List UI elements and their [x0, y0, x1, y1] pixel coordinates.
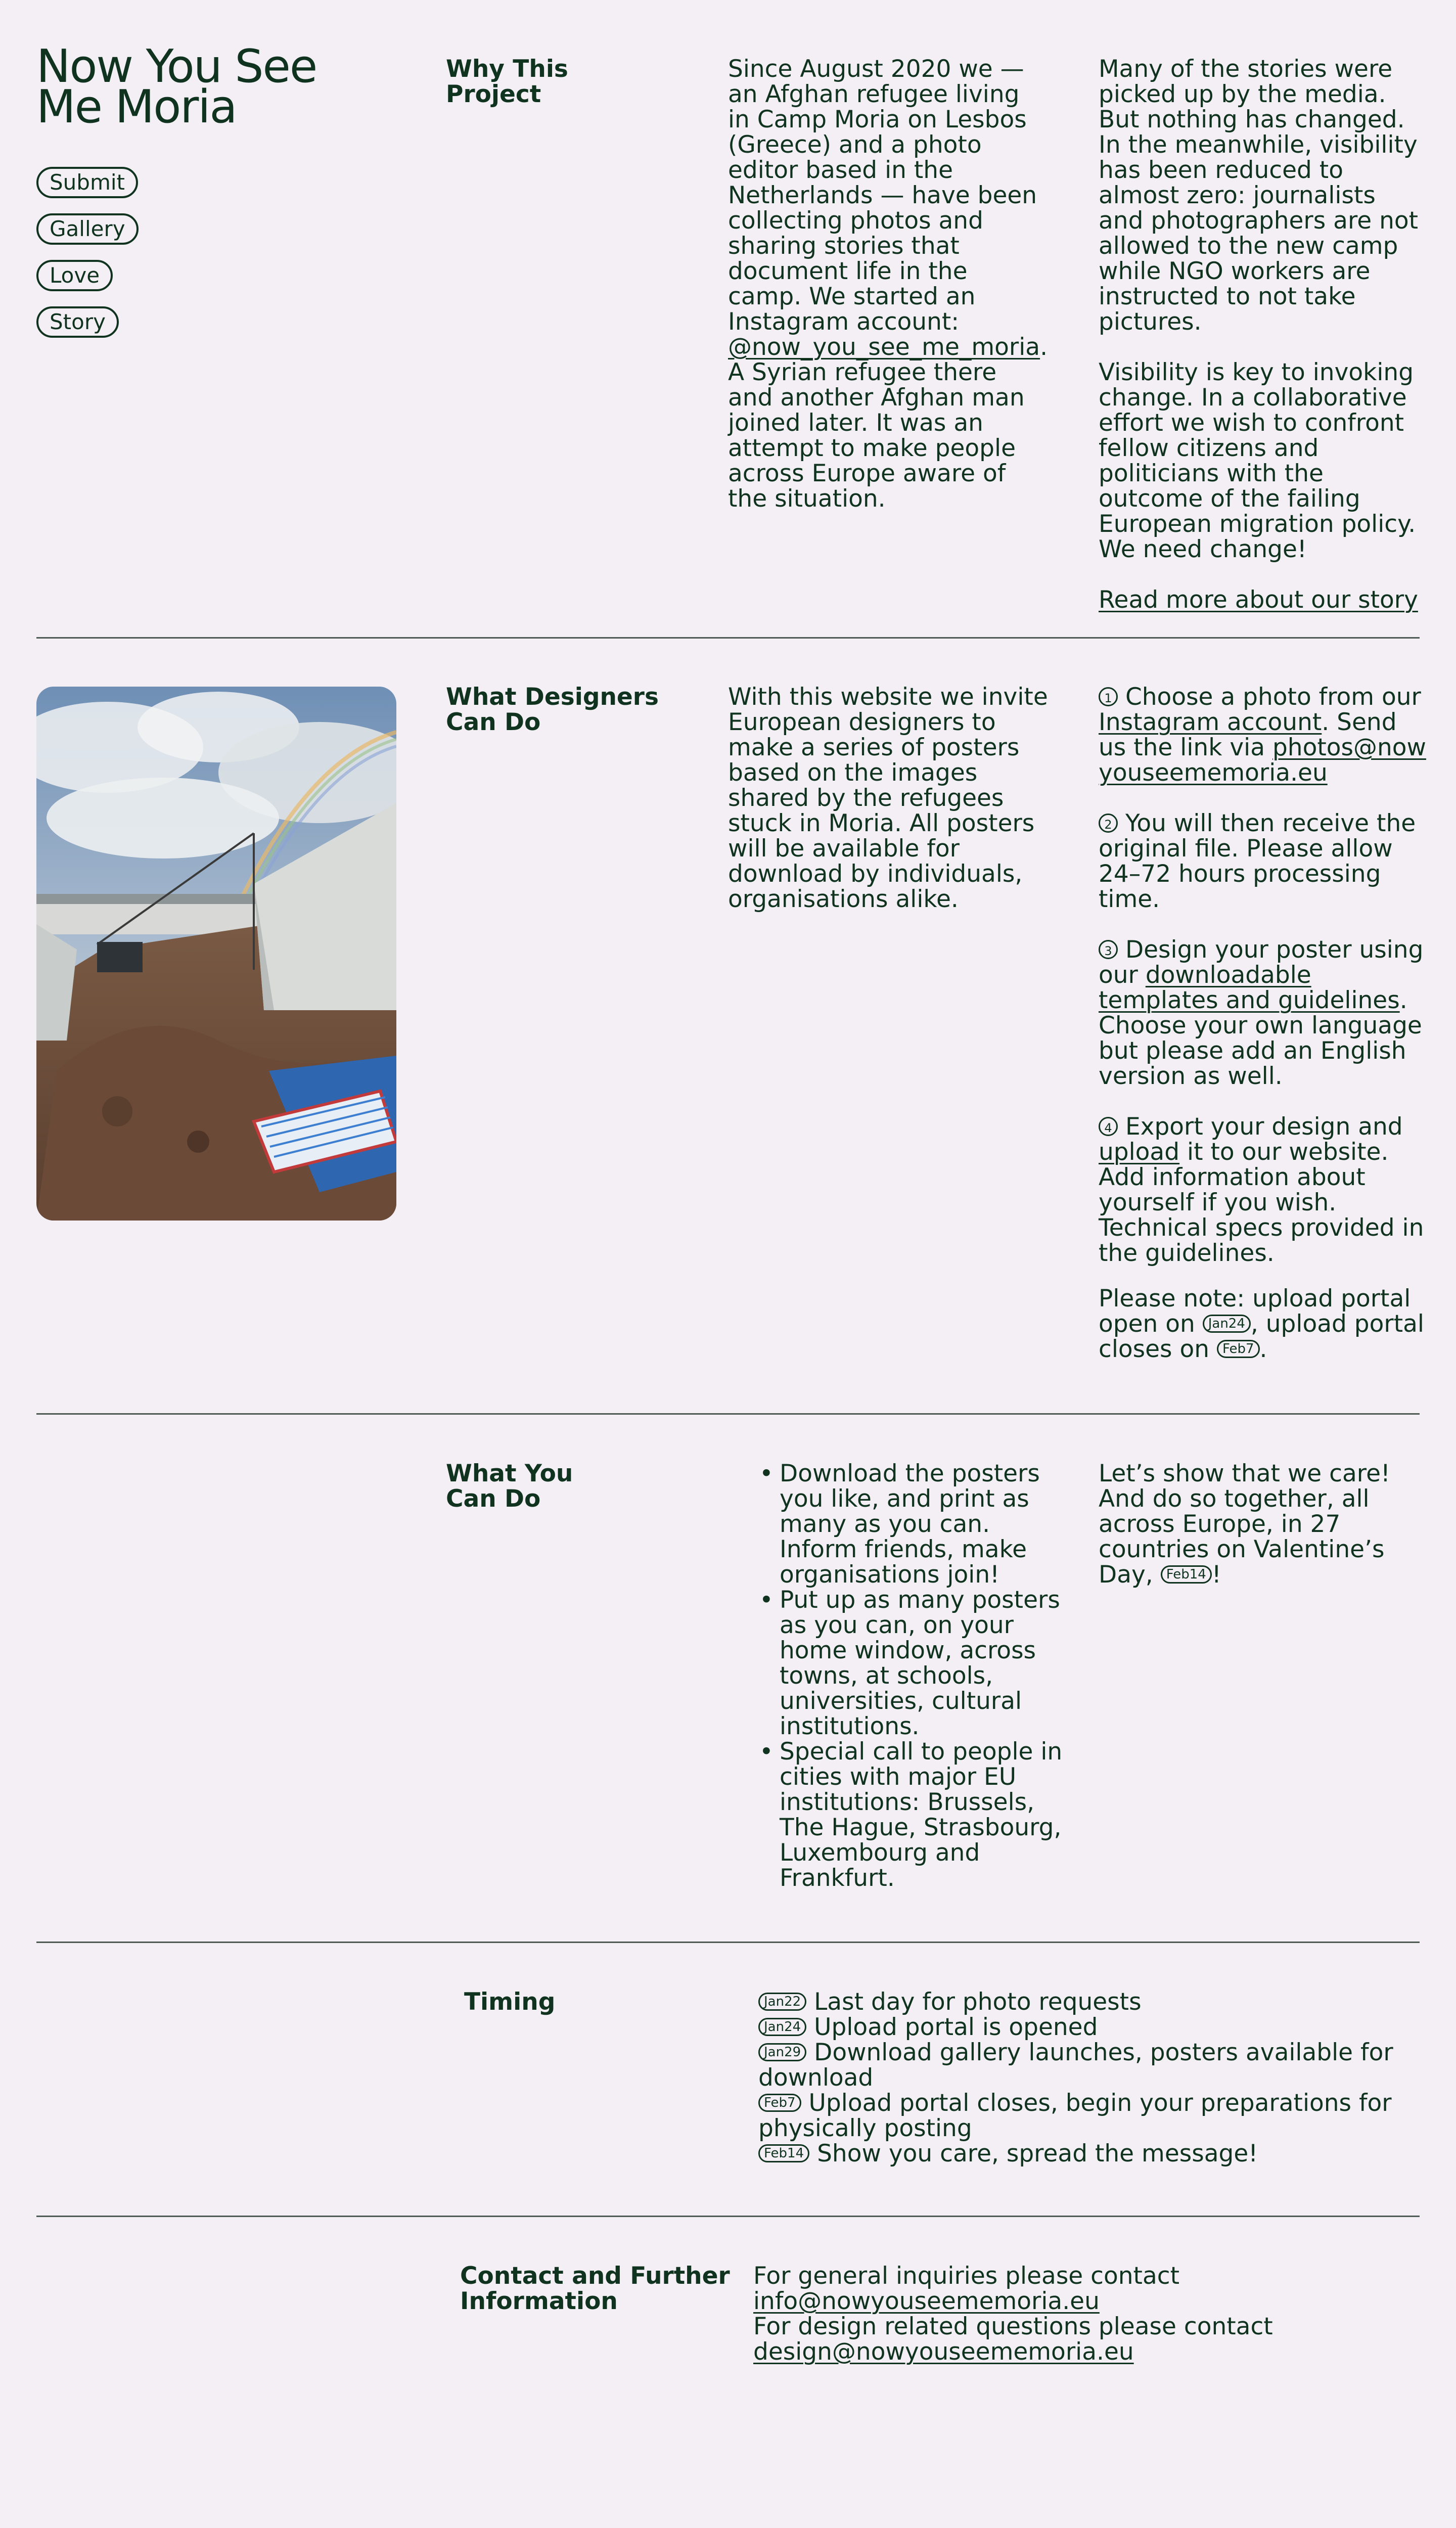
- timing-text: Show you care, spread the message!: [817, 2140, 1258, 2168]
- step-4-number: 4: [1099, 1117, 1118, 1136]
- why-heading: [446, 57, 568, 107]
- note-text: Please note: upload portal open on: [1099, 1285, 1411, 1338]
- why-column-2: [1099, 57, 1427, 638]
- note-text-2: , upload portal closes on: [1099, 1310, 1424, 1363]
- step-1-text: Choose a photo from our: [1125, 683, 1421, 711]
- step-3-number: 3: [1099, 940, 1118, 959]
- photos-email-link[interactable]: photos@nowyouseememoria.eu: [1099, 734, 1426, 787]
- why-column-1: [728, 57, 1046, 512]
- timing-text: Upload portal is opened: [814, 2013, 1098, 2041]
- you-right-text: [1099, 1461, 1427, 1588]
- date-badge-feb14: Feb14: [1161, 1565, 1212, 1584]
- timing-item: [758, 2141, 1416, 2166]
- section-divider: [36, 2216, 1420, 2217]
- step-1-number: 1: [1099, 687, 1118, 706]
- list-item: • Put up as many posters as you can, on your home window, across towns, at schools, universities, cultural institutions.: [780, 1588, 1067, 1739]
- contact-design-text: For design related questions please contact: [753, 2313, 1273, 2340]
- site-title-line1: Now You See: [36, 40, 317, 93]
- timing-heading: Timing: [464, 1988, 556, 2016]
- section-divider: [36, 1413, 1420, 1415]
- list-item: • Download the posters you like, and print as many as you can. Inform friends, make organisations join!: [780, 1461, 1067, 1588]
- step-2-number: 2: [1099, 814, 1118, 833]
- timing-item: [758, 1990, 1416, 2015]
- designers-steps: [1099, 685, 1427, 1291]
- timing-text: Upload portal closes, begin your preparations for physically posting: [758, 2089, 1392, 2142]
- timing-list: [758, 1990, 1416, 2166]
- step-4-text: Export your design and: [1125, 1113, 1403, 1141]
- date-badge-jan24: Jan24: [1203, 1315, 1251, 1333]
- contact-general-text: For general inquiries please contact: [753, 2262, 1180, 2290]
- timing-date-badge: Jan29: [758, 2043, 806, 2061]
- contact-heading-line1: Contact and Further: [460, 2262, 730, 2290]
- site-title[interactable]: [36, 40, 317, 133]
- read-more-story-link[interactable]: Read more about our story: [1099, 586, 1418, 614]
- step-2: [1099, 811, 1427, 912]
- instagram-handle-link[interactable]: @now_you_see_me_moria: [728, 333, 1040, 361]
- designers-intro: With this website we invite European designers to make a series of posters based on the images shared by the refugees stuck in Moria. All posters will be available for download by individuals, organisations alike.: [728, 683, 1048, 913]
- designers-heading: [446, 685, 659, 735]
- timing-text: Last day for photo requests: [814, 1988, 1142, 2016]
- timing-text: Download gallery launches, posters available for download: [758, 2039, 1393, 2092]
- nav-love-button[interactable]: Love: [36, 260, 113, 291]
- camp-photo-illustration: [36, 687, 396, 1221]
- you-heading-line2: Can Do: [446, 1485, 541, 1513]
- contact-info: [753, 2264, 1410, 2365]
- step-3: [1099, 937, 1427, 1089]
- contact-heading: [460, 2264, 730, 2314]
- step-4: [1099, 1114, 1427, 1266]
- note-text-3: .: [1259, 1335, 1267, 1363]
- timing-date-badge: Jan24: [758, 2018, 806, 2036]
- templates-guidelines-link[interactable]: downloadable templates and guidelines: [1099, 961, 1400, 1014]
- step-1-text-2: . Send us the link via: [1099, 708, 1397, 761]
- designers-heading-line2: Can Do: [446, 708, 541, 736]
- why-text: Since August 2020 we — an Afghan refugee living in Camp Moria on Lesbos (Greece) and a photo editor based in the Netherlands — have been collecting photos and sharing stories that document life in the camp. We started an Instagram account:: [728, 55, 1037, 336]
- nav-submit-button[interactable]: Submit: [36, 167, 138, 198]
- nav-gallery-button[interactable]: Gallery: [36, 213, 139, 245]
- timing-date-badge: Jan22: [758, 1993, 806, 2011]
- upload-link[interactable]: upload: [1099, 1138, 1180, 1166]
- you-right-text-1: Let’s show that we care! And do so together, all across Europe, in 27 countries on Valentine’s Day,: [1099, 1460, 1390, 1589]
- timing-item: [758, 2091, 1416, 2141]
- step-4-text-2: it to our website. Add information about yourself if you wish. Technical specs provided in the guidelines.: [1099, 1138, 1424, 1267]
- section-divider: [36, 637, 1420, 639]
- date-badge-feb7: Feb7: [1217, 1340, 1260, 1358]
- moria-camp-photo: [36, 687, 396, 1221]
- timing-date-badge: Feb7: [758, 2094, 801, 2112]
- site-title-line2: Me Moria: [36, 80, 237, 133]
- you-heading-line1: What You: [446, 1460, 573, 1487]
- timing-item: [758, 2040, 1416, 2091]
- design-email-link[interactable]: design@nowyouseememoria.eu: [753, 2338, 1134, 2366]
- section-divider: [36, 1942, 1420, 1943]
- step-3-text: Design your poster using our: [1099, 936, 1424, 989]
- why-text-2: . A Syrian refugee there and another Afghan man joined later. It was an attempt to make people across Europe aware of the situation.: [728, 333, 1048, 513]
- why-paragraph-1: Many of the stories were picked up by the media. But nothing has changed. In the meanwhile, visibility has been reduced to almost zero: journalists and photographers are not allowed to the new camp while NGO workers are instructed to not take pictures.: [1099, 55, 1419, 336]
- step-1: [1099, 685, 1427, 786]
- list-item: • Special call to people in cities with major EU institutions: Brussels, The Hague, Strasbourg, Luxembourg and Frankfurt.: [780, 1739, 1067, 1891]
- timing-date-badge: Feb14: [758, 2144, 809, 2162]
- designers-heading-line1: What Designers: [446, 683, 659, 711]
- step-2-text: You will then receive the original file. Please allow 24–72 hours processing time.: [1099, 809, 1416, 913]
- you-right-text-2: !: [1211, 1561, 1221, 1589]
- you-heading: [446, 1461, 573, 1512]
- nav-story-button[interactable]: Story: [36, 306, 119, 338]
- upload-note: [1099, 1286, 1427, 1362]
- instagram-account-link[interactable]: Instagram account: [1099, 708, 1322, 736]
- timing-item: [758, 2015, 1416, 2040]
- info-email-link[interactable]: info@nowyouseememoria.eu: [753, 2287, 1100, 2315]
- why-heading-line1: Why This: [446, 55, 568, 83]
- contact-heading-line2: Information: [460, 2287, 618, 2315]
- why-heading-line2: Project: [446, 80, 541, 108]
- step-3-text-2: . Choose your own language but please add an English version as well.: [1099, 986, 1422, 1090]
- why-paragraph-2: Visibility is key to invoking change. In a collaborative effort we wish to confront fellow citizens and politicians with the outcome of the failing European migration policy. We need change!: [1099, 358, 1416, 563]
- you-bullet-list: [748, 1461, 1067, 1891]
